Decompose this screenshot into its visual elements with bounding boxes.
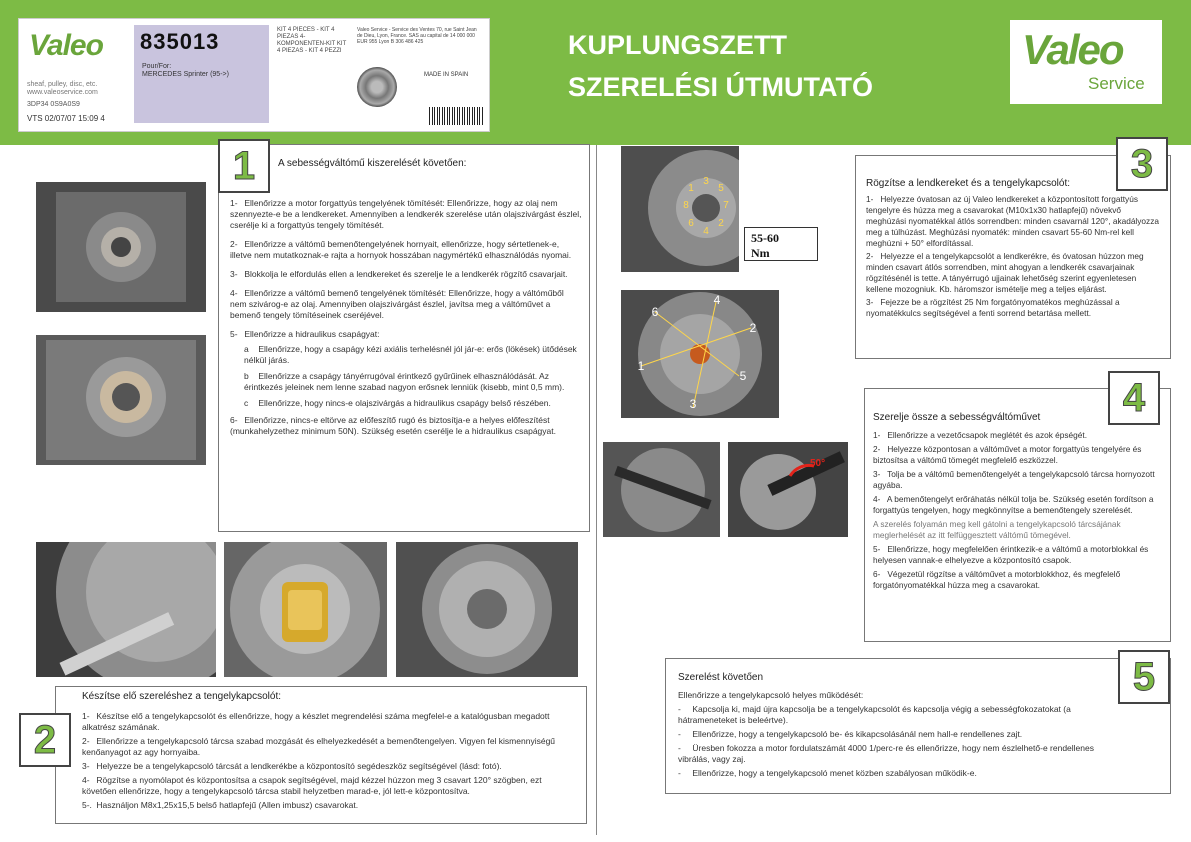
for-line: Pour/For:	[142, 63, 172, 70]
kit-text: KIT 4 PIECES - KIT 4 PIEZAS 4-KOMPONENTEN-KIT KIT 4 PIEZAS - KIT 4 PEZZI	[277, 27, 347, 54]
list-item: 1- Ellenőrizze a vezetőcsapok meglétét és azok épségét.	[873, 430, 1088, 440]
list-item: - Üresben fokozza a motor fordulatszámát 4000 1/perc-re és ellenőrizze, hogy nem észlelhető-e rendellenes vibrálás, vagy zaj.	[678, 743, 1094, 764]
list-item: 5- Ellenőrizze a hidraulikus csapágyat: a Ellenőrizze, hogy a csapágy kézi axiális terhelésnél jól jár-e: erős (lökések) ütődések nélkül járás. b Ellenőrizze a csapágy tányérrugóval érintkező gyűrűinek elhasználódását. Az érintkezés jeleinek nem lenne szabad nagyon erősnek lenniük (kisebb, mint 0,5 mm). c Ellenőrizze, hogy nincs-e olajszivárgás a hidraulikus csapágy belső részében.	[230, 329, 582, 409]
list-item: - Ellenőrizze, hogy a tengelykapcsoló menet közben szabályosan működik-e.	[678, 768, 977, 778]
section-3-steps	[866, 194, 1162, 321]
photo-crankshaft-seal	[36, 182, 206, 312]
bolt-number: 1	[637, 359, 645, 373]
list-item: 3- Tolja be a váltómű bemenőtengelyét a tengelykapcsoló tárcsa hornyozott agyába.	[873, 469, 1155, 490]
clutch-disc-image	[357, 67, 397, 107]
list-item: 6- Végezetül rögzítse a váltóművet a motorblokkhoz, és megfelelő forgatónyomatékkal húzza meg a csavarokat.	[873, 569, 1121, 590]
section-3-title: Rögzítse a lendkereket és a tengelykapcsolót:	[866, 178, 1071, 189]
label-code: 3DP34 0S9A0S9	[27, 101, 80, 108]
section-5-steps	[678, 704, 1123, 782]
section-2-badge: 2	[19, 713, 71, 767]
brand-logo	[1010, 20, 1162, 104]
list-item: 3- Blokkolja le elfordulás ellen a lendkereket és szerelje le a lendkerék rögzítő csavarjait.	[230, 269, 568, 279]
page-title: KUPLUNGSZETT SZERELÉSI ÚTMUTATÓ	[568, 30, 873, 102]
section-2-title: Készítse elő szereléshez a tengelykapcsolót:	[82, 691, 281, 702]
section-1-title: A sebességváltómű kiszerelését követően:	[278, 158, 467, 169]
photo-torque-wrench	[603, 442, 720, 537]
section-1-badge: 1	[218, 139, 270, 193]
list-item: 2- Helyezze el a tengelykapcsolót a lendkerékre, és óvatosan húzzon meg minden csavart átlós sorrendben, mint ahogyan a lendkerék csavarjainak rögzítésénél is tette. A tányérrugó ujjainak lehetőség szerint egyenletesen kellene mozogniuk. Kb. háromszor ismételje meg a teljes eljárást.	[866, 251, 1144, 294]
list-item: 2- Ellenőrizze a váltómű bemenőtengelyének hornyait, ellenőrizze, hogy sértetlenek-e, illetve nem mutatkoznak-e rajta a hornyok hosszában nagymértékű elhasználódás nyomai.	[230, 239, 572, 260]
part-number: 835013	[140, 29, 220, 54]
pressure-plate-image	[396, 542, 578, 677]
brand-logo-text: Valeo	[1022, 26, 1123, 73]
bolt-number: 5	[739, 369, 747, 383]
clutch-tool-image	[36, 542, 216, 677]
list-item: a Ellenőrizze, hogy a csapágy kézi axiális terhelésnél jól jár-e: erős (lökések) ütődések nélkül járás.	[244, 344, 577, 365]
engine-block-image	[36, 182, 206, 312]
sub-steps	[230, 344, 582, 409]
product-label	[18, 18, 490, 132]
bolt-number: 2	[749, 321, 757, 335]
section-5-badge: 5	[1118, 650, 1170, 704]
bolt-number: 6	[688, 218, 694, 229]
flywheel-sequence-image	[621, 146, 739, 272]
list-item: 2- Ellenőrizze a tengelykapcsoló tárcsa szabad mozgását és elhelyezkedését a bemenőtengelyen. Vigyen fel kismennyiségű kenőanyagot az agy hornyaiba.	[82, 736, 556, 757]
list-item: 5-. Használjon M8x1,25x15,5 belső hatlapfejű (Allen imbusz) csavarokat.	[82, 800, 359, 810]
list-item: 2- Helyezze központosan a váltóművet a motor forgattyús tengelyére és biztosítsa a váltómű tömegét megfelelő eszközzel.	[873, 444, 1142, 465]
section-5-title: Szerelést követően	[678, 672, 764, 683]
torque-wrench-image	[603, 442, 720, 537]
bolt-number: 3	[703, 176, 709, 187]
list-item: - Ellenőrizze, hogy a tengelykapcsoló be- és kikapcsolásánál nem hall-e rendellenes zajt.	[678, 729, 1023, 739]
list-item: 1- Ellenőrizze a motor forgattyús tengelyének tömítését: Ellenőrizze, hogy az olaj nem szennyezte-e be a lendkereket. Amennyiben a lendkerék szerelése után olajszivárgást észlel, cserélje ki a forgattyús tengely tömítését.	[230, 198, 582, 230]
section-5-intro: Ellenőrizze a tengelykapcsoló helyes működését:	[678, 690, 864, 700]
list-item: 4- Rögzítse a nyomólapot és központosítsa a csapok segítségével, majd kézzel húzzon meg 3 csavart 120° szögben, ezt követően ellenőrizze, hogy a tengelykapcsoló tárcsa stabil helyzetben marad-e, jól lett-e központosítva.	[82, 775, 542, 796]
barcode	[429, 107, 484, 125]
label-address: sheaf, pulley, disc, etc. www.valeoservice.com	[27, 81, 98, 96]
photo-centering-tool	[224, 542, 387, 677]
made-in: MADE IN SPAIN	[424, 72, 469, 78]
list-item: 4- Ellenőrizze a váltómű bemenő tengelyének tömítését: Ellenőrizze, hogy a váltóműből nem szivárog-e az olaj. Amennyiben olajszivárgást észlel, javítsa meg a váltóművet a bemenő tengely tömítéseinek cseréjével.	[230, 288, 564, 320]
header-band	[0, 0, 1191, 145]
section-3-badge: 3	[1116, 137, 1168, 191]
flywheel-hub-image	[36, 335, 206, 465]
photo-clutch-sequence	[621, 290, 779, 418]
photo-flywheel-sequence	[621, 146, 739, 272]
column-divider	[596, 145, 597, 835]
section-4-steps	[873, 430, 1163, 594]
clutch-sequence-image	[621, 290, 779, 418]
angle-label: 50°	[810, 458, 826, 469]
fine-print: Valeo Service - Service des Ventes 70, rue Saint Jean de Dieu, Lyon, France. SAS au capital de 14 000 000 EUR 955 Lyon B 306 486 425	[357, 27, 477, 45]
angle-tightening-image	[728, 442, 848, 537]
brand-sub: Service	[1088, 74, 1145, 93]
bolt-number: 5	[718, 183, 724, 194]
bolt-number: 4	[703, 226, 709, 237]
section-4-note: A szerelés folyamán meg kell gátolni a tengelykapcsoló tárcsájának meglerhelését az itt felfüggesztett váltómű tömegével.	[873, 519, 1121, 540]
list-item: - Kapcsolja ki, majd újra kapcsolja be a tengelykapcsolót és kapcsolja végig a sebességfokozatokat (a hátrameneteket is beleértve).	[678, 704, 1071, 725]
bolt-number: 1	[688, 183, 694, 194]
section-4-badge: 4	[1108, 371, 1160, 425]
photo-clutch-alignment	[36, 542, 216, 677]
torque-unit: Nm	[751, 246, 770, 260]
photo-angle-tightening	[728, 442, 848, 537]
bolt-number: 6	[651, 305, 659, 319]
list-item: 1- Helyezze óvatosan az új Valeo lendkereket a központosított forgattyús tengelyre és húzza meg a csavarokat (M10x1x30 hatlapfejű) növekvő meghúzási nyomatékkal átlós sorrendben: minden csavarnál 120°, akadályozza meg a túlhúzást. Meghúzási nyomaték: minden csavart 55-60 Nm-rel kell meghúzni + 50° elfordítással.	[866, 194, 1159, 248]
bolt-number: 7	[723, 200, 729, 211]
list-item: 1- Készítse elő a tengelykapcsolót és ellenőrizze, hogy a készlet megrendelési száma megfelel-e a katalógusban megadott alkatrész számának.	[82, 711, 550, 732]
section-4-title: Szerelje össze a sebességváltóművet	[873, 412, 1041, 423]
list-item: 3- Helyezze be a tengelykapcsoló tárcsát a lendkerékbe a központosító segédeszköz segítségével (lásd: fotó).	[82, 761, 502, 771]
bolt-number: 2	[718, 218, 724, 229]
bolt-number: 4	[713, 293, 721, 307]
torque-value: 55-60	[751, 231, 779, 245]
list-item: c Ellenőrizze, hogy nincs-e olajszivárgás a hidraulikus csapágy belső részében.	[244, 398, 551, 408]
vehicle: MERCEDES Sprinter (95->)	[142, 71, 229, 78]
photo-flywheel-mount	[36, 335, 206, 465]
section-2-steps	[82, 711, 578, 814]
section-1-steps	[230, 198, 582, 443]
label-vts: VTS 02/07/07 15:09 4	[27, 114, 105, 123]
label-logo: Valeo	[29, 29, 103, 62]
bolt-number: 3	[689, 397, 697, 411]
centering-tool-image	[224, 542, 387, 677]
list-item: 5- Ellenőrizze, hogy megfelelően érintkezik-e a váltómű a motorblokkal és helyesen vannak-e elhelyezve a központosító csapok.	[873, 544, 1149, 565]
list-item: 3- Fejezze be a rögzítést 25 Nm forgatónyomatékos meghúzással a nyomatékkulcs segítségével a fenti sorrend betartása mellett.	[866, 297, 1120, 318]
list-item: 6- Ellenőrizze, nincs-e eltörve az előfeszítő rugó és biztosítja-e a helyes előfeszítést (munkahelyzethez minimum 50N). Szükség esetén cserélje le a hidraulikus csapágyat.	[230, 415, 556, 436]
list-item: 4- A bemenőtengelyt erőráhatás nélkül tolja be. Szükség esetén fordítson a forgattyús tengelyen, hogy megkönnyítse a bemenőtengely szerelését.	[873, 494, 1154, 515]
torque-label	[744, 227, 818, 261]
part-number-panel	[134, 25, 269, 123]
bolt-number: 8	[683, 200, 689, 211]
list-item: b Ellenőrizze a csapágy tányérrugóval érintkező gyűrűinek elhasználódását. Az érintkezés jeleinek nem lenne szabad nagyon erősnek lenniük (kisebb, mint 0,5 mm).	[244, 371, 565, 392]
photo-pressure-plate	[396, 542, 578, 677]
